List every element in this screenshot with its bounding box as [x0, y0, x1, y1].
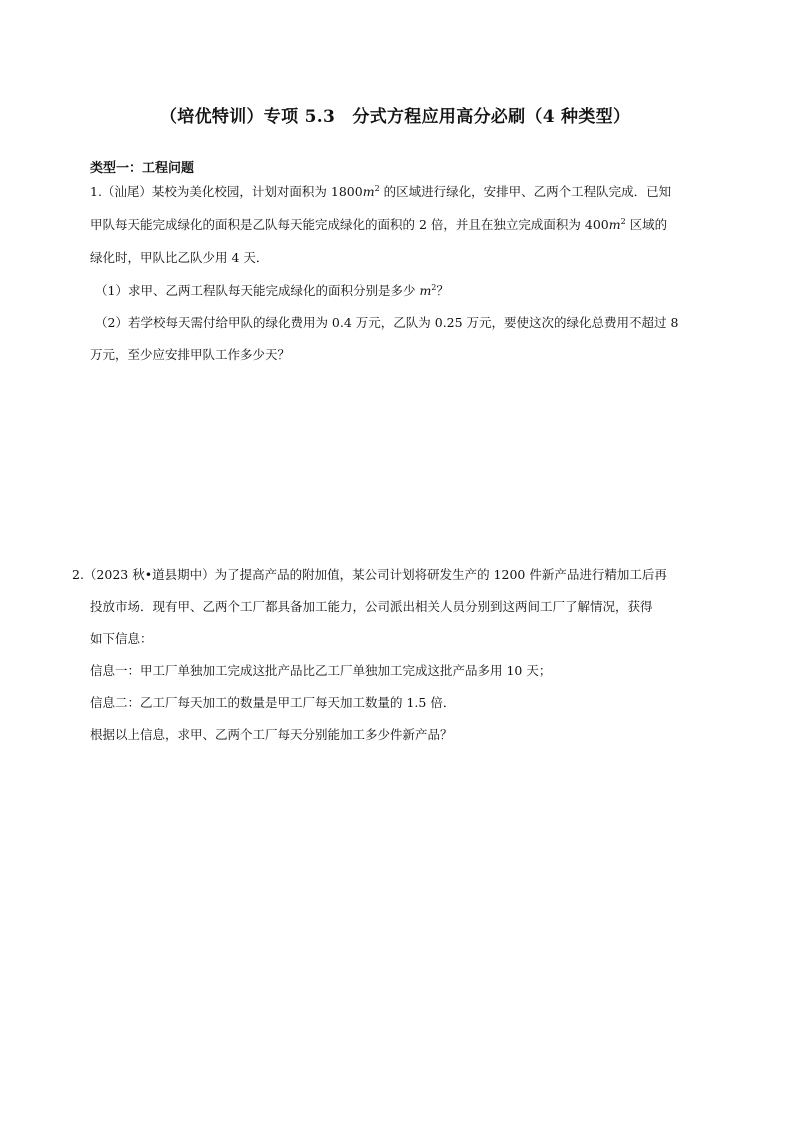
q1-text: 1.（汕尾）某校为美化校园，计划对面积为 1800	[90, 184, 363, 199]
q2-info-2: 信息二：乙工厂每天加工的数量是甲工厂每天加工数量的 1.5 倍．	[90, 695, 456, 710]
q1-text: 的区域进行绿化，安排甲、乙两个工程队完成．已知	[379, 184, 672, 199]
unit-m: m	[362, 184, 375, 199]
section-heading-type1: 类型一：工程问题	[90, 161, 195, 176]
q2-line-1: 2.（2023 秋•道县期中）为了提高产品的附加值，某公司计划将研发生产的 1200 件新产品进行精加工后再	[72, 567, 667, 582]
unit-m: m	[419, 283, 432, 298]
q1-line-3: 绿化时，甲队比乙队少用 4 天．	[90, 250, 269, 265]
q1-text: 甲队每天能完成绿化的面积是乙队每天能完成绿化的面积的 2 倍，并且在独立完成面积为 400	[90, 217, 609, 232]
q1-subquestion-2-line-1: （2）若学校每天需付给甲队的绿化费用为 0.4 万元，乙队为 0.25 万元，要使这次的绿化总费用不超过 8	[95, 315, 679, 330]
q2-line-3: 如下信息：	[90, 631, 153, 646]
unit-m: m	[608, 217, 621, 232]
unit-exponent: 2	[620, 216, 626, 226]
q1-subquestion-2-line-2: 万元，至少应安排甲队工作多少天？	[90, 347, 291, 362]
q1-sub1-text: ？	[436, 283, 449, 298]
q1-sub1-text: （1）求甲、乙两工程队每天能完成绿化的面积分别是多少	[95, 283, 420, 298]
q1-subquestion-1	[95, 282, 449, 300]
unit-exponent: 2	[431, 282, 437, 292]
page-title: （培优特训）专项 5.3 分式方程应用高分必刷（4 种类型）	[160, 107, 631, 127]
q1-line-1	[90, 183, 671, 201]
q2-question: 根据以上信息，求甲、乙两个工厂每天分别能加工多少件新产品？	[90, 727, 453, 742]
q1-text: 区域的	[625, 217, 668, 232]
q1-line-2	[90, 216, 667, 234]
q2-info-1: 信息一：甲工厂单独加工完成这批产品比乙工厂单独加工完成这批产品多用 10 天；	[90, 663, 552, 678]
unit-exponent: 2	[374, 183, 380, 193]
q2-line-2: 投放市场．现有甲、乙两个工厂都具备加工能力，公司派出相关人员分别到这两间工厂了解情况，获得	[90, 599, 653, 614]
